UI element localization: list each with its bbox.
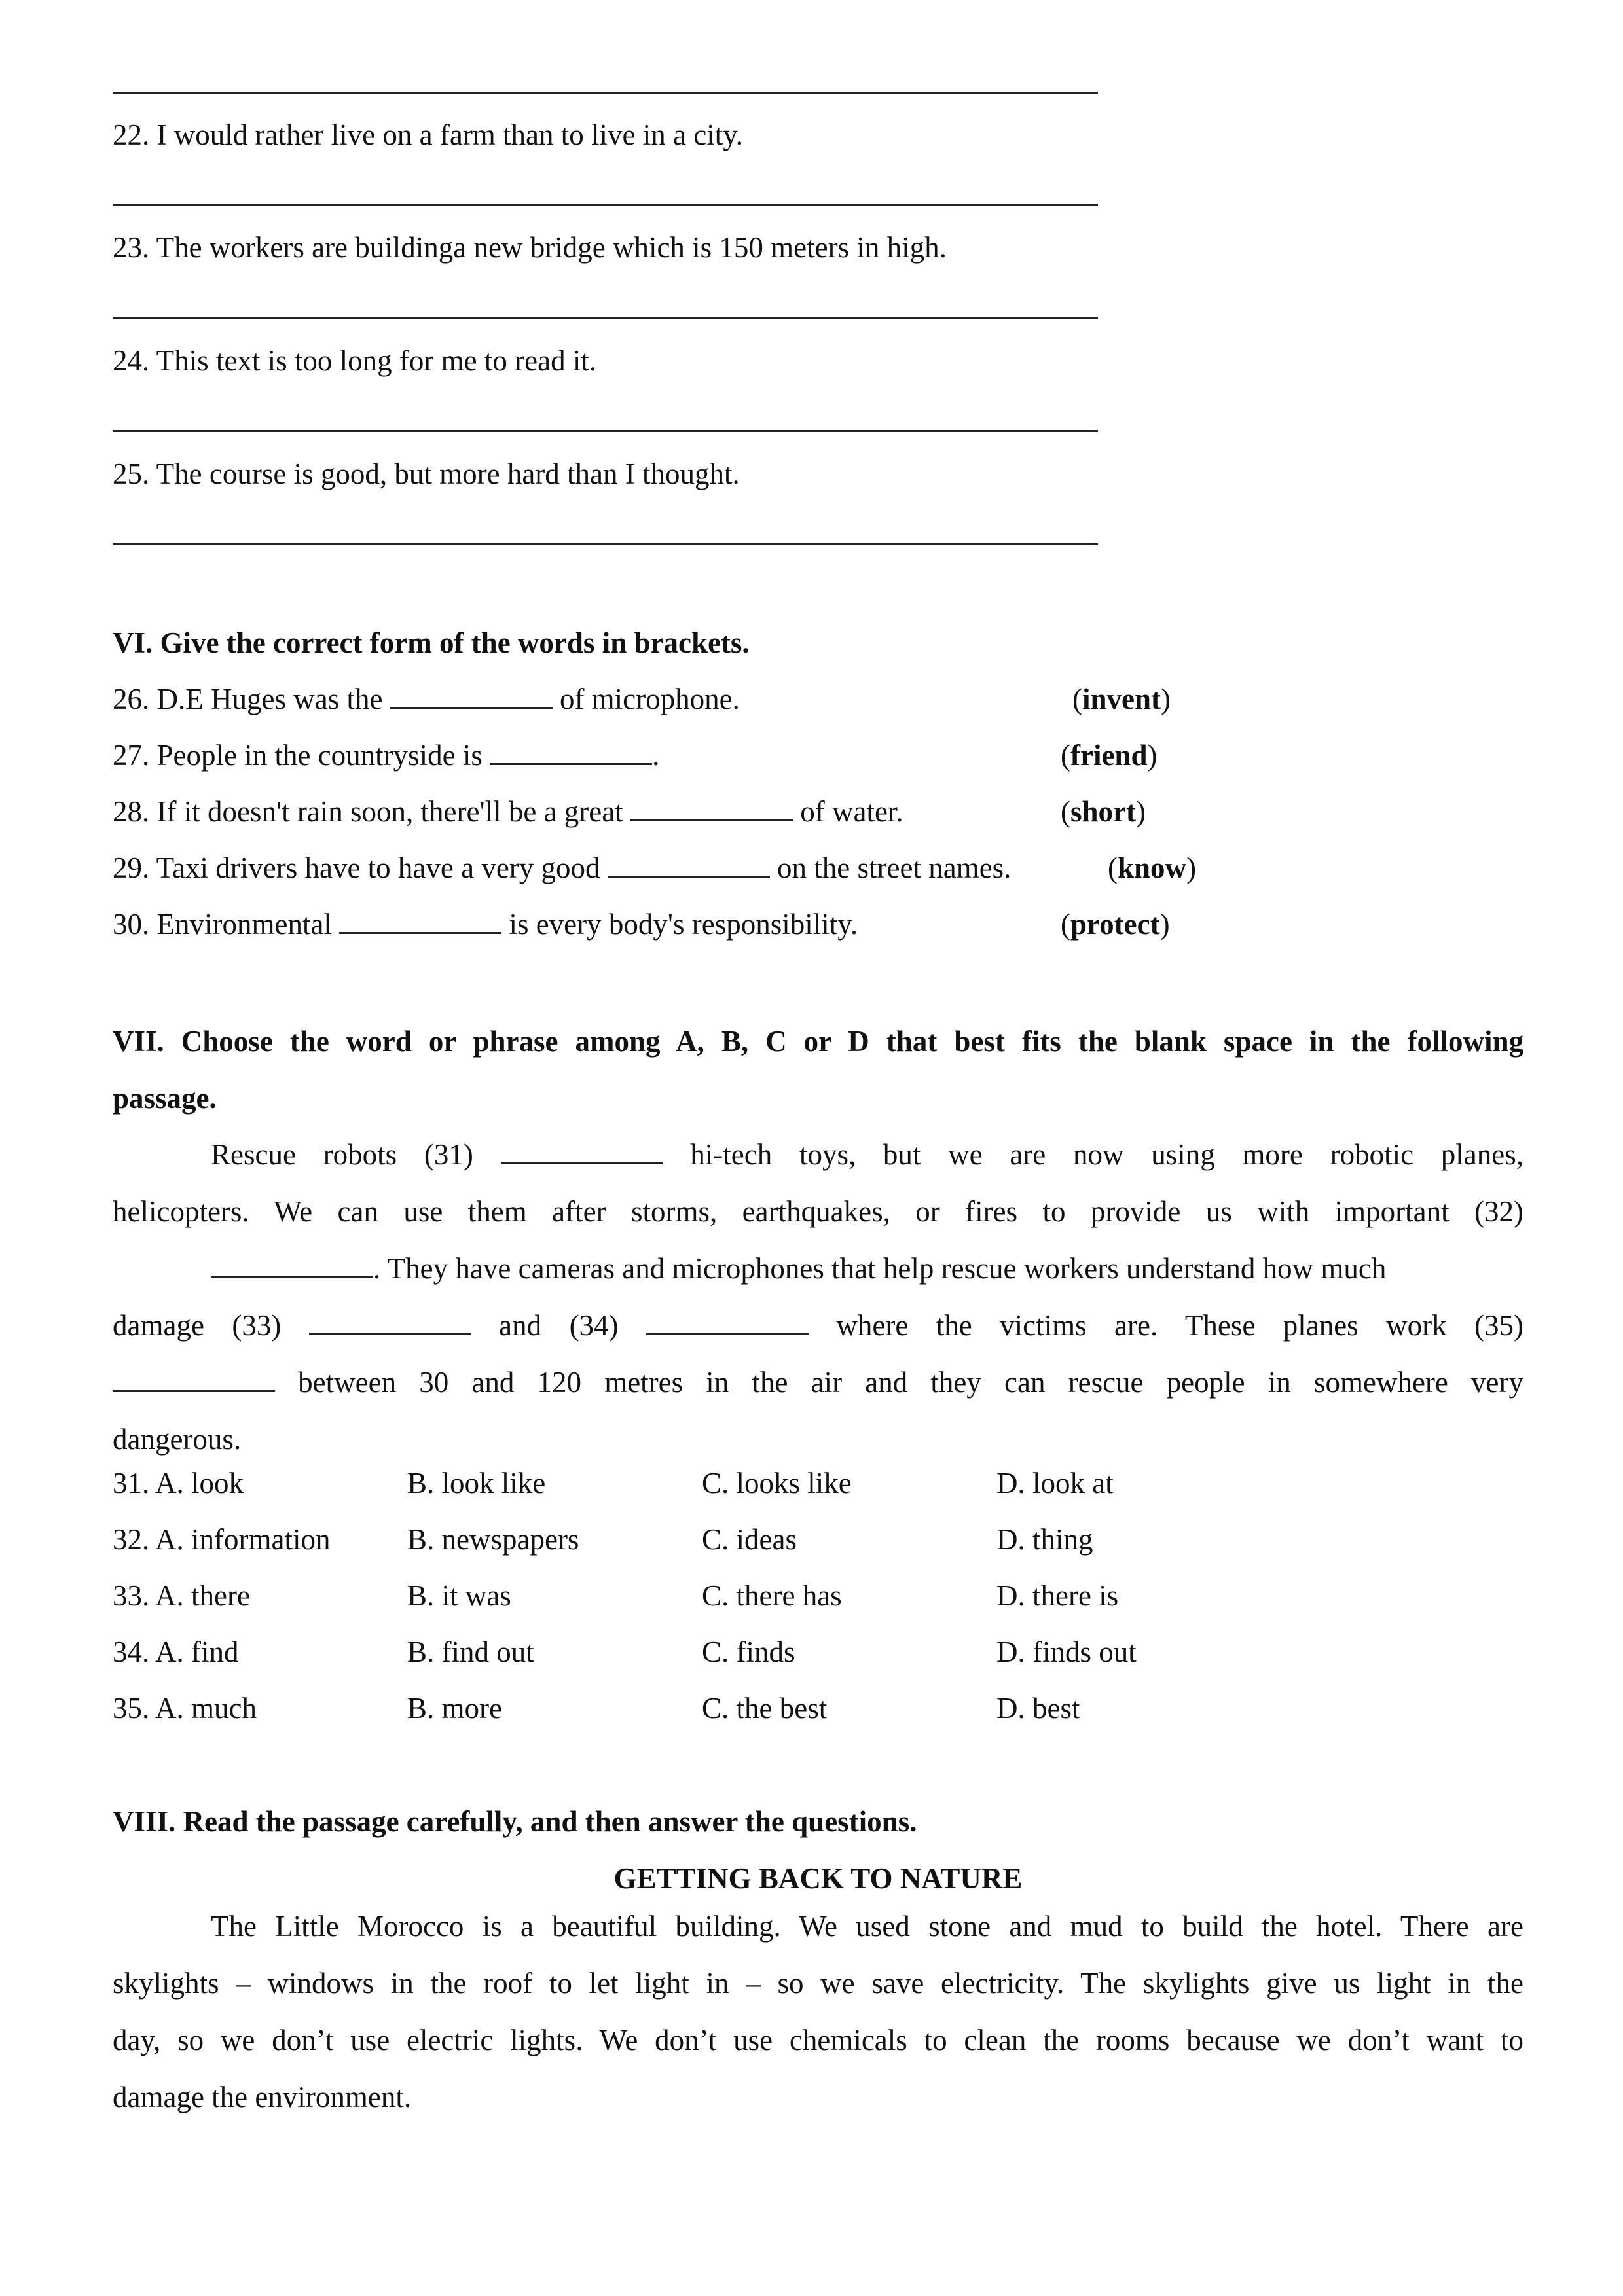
heading-line: passage. <box>113 1082 217 1115</box>
option-c: C. the best <box>702 1692 828 1725</box>
option-a: 35. A. much <box>113 1692 257 1725</box>
option-a: 32. A. information <box>113 1523 331 1556</box>
passage-line: dangerous. <box>113 1423 242 1456</box>
option-d: D. finds out <box>996 1636 1137 1668</box>
word-form-item-29 <box>113 850 1011 886</box>
section-6-heading: VI. Give the correct form of the words in brackets. <box>113 626 750 659</box>
option-a: 34. A. find <box>113 1636 239 1668</box>
item-text: 26. D.E Huges was the <box>113 683 390 715</box>
bracket-word-28: (short) <box>1061 795 1146 828</box>
passage-line <box>113 1297 1523 1354</box>
bracket-word-27: (friend) <box>1061 739 1158 772</box>
blank <box>608 850 770 878</box>
passage-text: damage (33) <box>113 1309 309 1342</box>
bracket-word: protect <box>1070 908 1160 941</box>
blank-31 <box>501 1136 663 1164</box>
bracket-word-30: (protect) <box>1061 908 1170 941</box>
passage-line <box>113 1126 1523 1183</box>
item-text: on the street names. <box>769 852 1012 884</box>
blank <box>630 793 793 821</box>
item-text: 30. Environmental <box>113 908 340 941</box>
word-form-item-30 <box>113 906 858 942</box>
passage-text: where the victims are. These planes work (35) <box>808 1309 1523 1342</box>
rewrite-item-24: 24. This text is too long for me to read it. <box>113 344 597 377</box>
blank <box>390 681 553 709</box>
item-text: 29. Taxi drivers have to have a very good <box>113 852 608 884</box>
answer-line <box>113 204 1098 206</box>
passage-line: damage the environment. <box>113 2081 412 2113</box>
option-b: B. more <box>407 1692 502 1725</box>
item-text: is every body's responsibility. <box>501 908 858 941</box>
rewrite-item-22: 22. I would rather live on a farm than to live in a city. <box>113 118 744 151</box>
rewrite-item-23: 23. The workers are buildinga new bridge which is 150 meters in high. <box>113 231 947 264</box>
passage-text: . They have cameras and microphones that help rescue workers understand how much <box>373 1252 1387 1285</box>
passage-text: Rescue robots (31) <box>211 1138 501 1171</box>
option-a: 31. A. look <box>113 1467 244 1499</box>
passage-line: helicopters. We can use them after storms, earthquakes, or fires to provide us with important (32) <box>113 1195 1523 1228</box>
blank-35 <box>113 1364 275 1392</box>
passage-line <box>113 1240 1523 1297</box>
bracket-word: invent <box>1082 683 1161 715</box>
bracket-word-26: (invent) <box>1072 683 1171 715</box>
section-8-passage <box>113 1898 1523 2126</box>
bracket-word-29: (know) <box>1108 852 1197 884</box>
option-b: B. find out <box>407 1636 534 1668</box>
item-text: of microphone. <box>552 683 740 715</box>
section-8-heading: VIII. Read the passage carefully, and then answer the questions. <box>113 1805 917 1838</box>
option-c: C. finds <box>702 1636 795 1668</box>
item-text: 27. People in the countryside is <box>113 739 490 772</box>
bracket-word: short <box>1070 795 1136 828</box>
item-text: 28. If it doesn't rain soon, there'll be a great <box>113 795 630 828</box>
option-b: B. look like <box>407 1467 546 1499</box>
blank-32 <box>211 1250 373 1278</box>
blank <box>490 737 652 765</box>
blank <box>339 906 501 934</box>
passage-text: hi-tech toys, but we are now using more robotic planes, <box>663 1138 1523 1171</box>
answer-line <box>113 543 1098 545</box>
passage-line: skylights – windows in the roof to let light in – so we save electricity. The skylights give us light in the <box>113 1967 1523 2000</box>
option-d: D. there is <box>996 1579 1119 1612</box>
option-c: C. looks like <box>702 1467 852 1499</box>
option-c: C. ideas <box>702 1523 797 1556</box>
option-a: 33. A. there <box>113 1579 250 1612</box>
bracket-word: friend <box>1070 739 1148 772</box>
word-form-item-28 <box>113 793 903 830</box>
option-b: B. it was <box>407 1579 511 1612</box>
heading-line: VII. Choose the word or phrase among A, B, C or D that best fits the blank space in the following <box>113 1025 1523 1058</box>
blank-33 <box>309 1307 471 1335</box>
answer-line <box>113 430 1098 432</box>
item-text: . <box>652 739 660 772</box>
bracket-word: know <box>1118 852 1187 884</box>
option-c: C. there has <box>702 1579 842 1612</box>
item-text: of water. <box>792 795 903 828</box>
word-form-item-26 <box>113 681 740 717</box>
passage-text: and (34) <box>471 1309 646 1342</box>
passage-title: GETTING BACK TO NATURE <box>613 1862 1023 1895</box>
passage-text: between 30 and 120 metres in the air and they can rescue people in somewhere very <box>275 1366 1523 1399</box>
passage-line: The Little Morocco is a beautiful building. We used stone and mud to build the hotel. There are <box>211 1910 1523 1943</box>
rewrite-item-25: 25. The course is good, but more hard than I thought. <box>113 457 740 490</box>
answer-line <box>113 92 1098 94</box>
answer-line <box>113 317 1098 319</box>
passage-line: day, so we don’t use electric lights. We don’t use chemicals to clean the rooms because we don’t want to <box>113 2024 1523 2056</box>
section-7-passage <box>113 1126 1523 1468</box>
word-form-item-27 <box>113 737 659 774</box>
option-d: D. thing <box>996 1523 1093 1556</box>
option-d: D. best <box>996 1692 1080 1725</box>
option-d: D. look at <box>996 1467 1114 1499</box>
section-7-heading <box>113 1013 1523 1127</box>
passage-line <box>113 1354 1523 1411</box>
option-b: B. newspapers <box>407 1523 579 1556</box>
blank-34 <box>646 1307 809 1335</box>
